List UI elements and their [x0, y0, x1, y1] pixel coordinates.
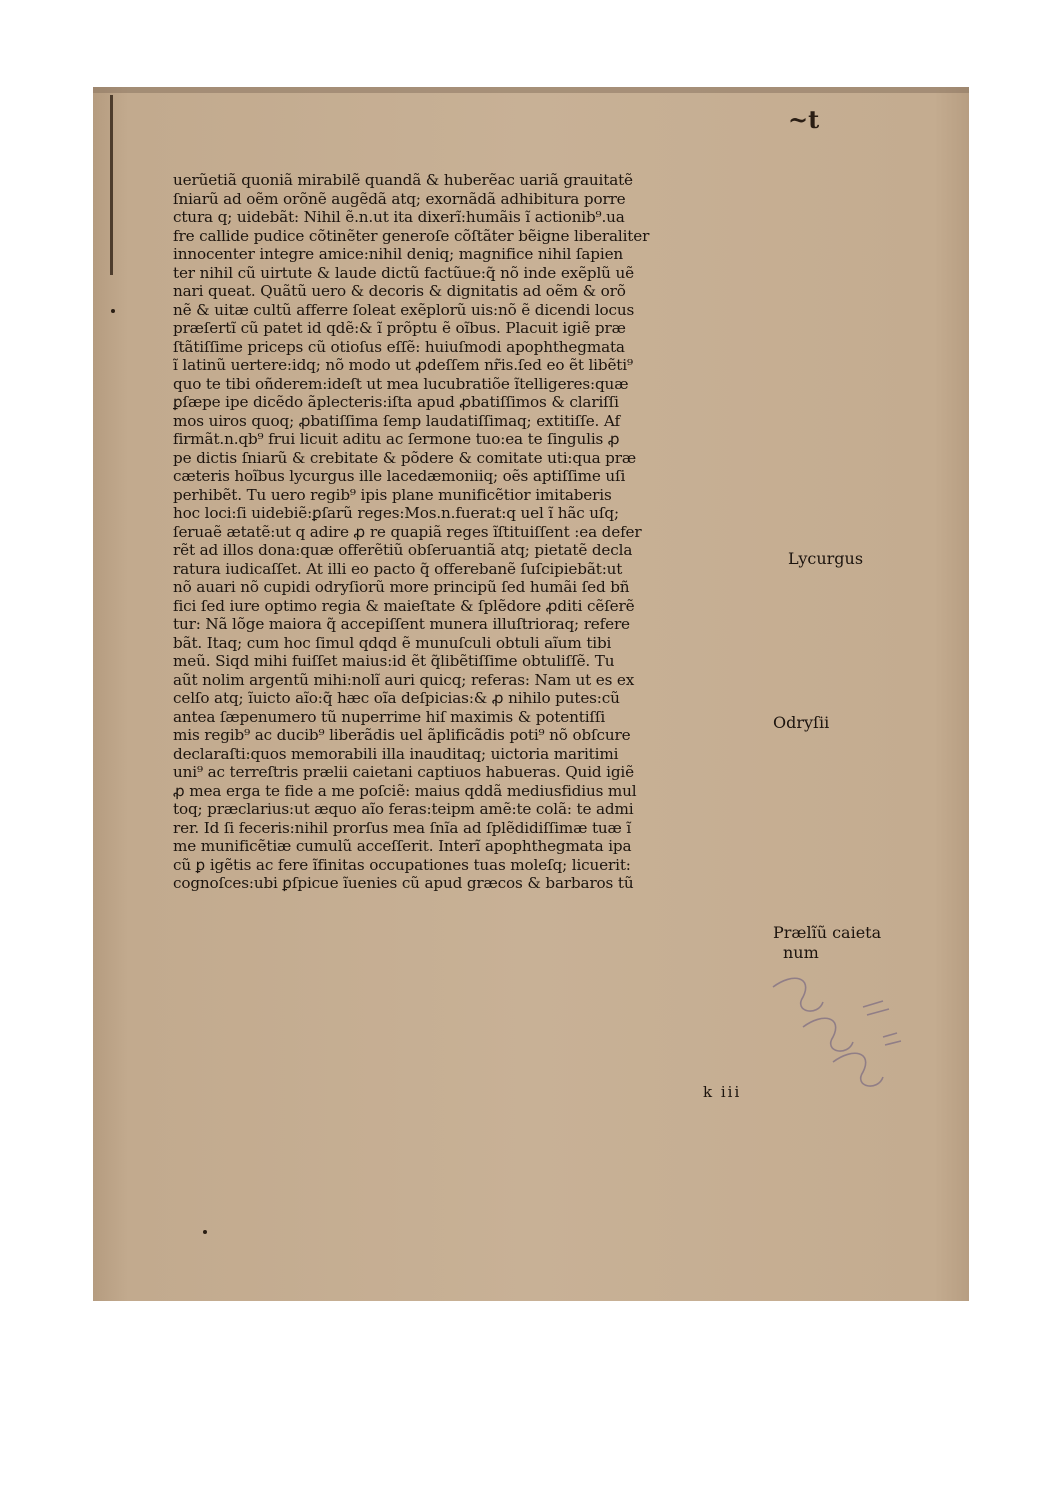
text-line: fici ſed iure optimo regia & maieſtate & ſplẽdore ꝓditi cẽſerẽ	[173, 596, 635, 615]
text-line: me munificẽtiæ cumulũ acceſſerit. Interĩ apophthegmata ipa	[173, 837, 632, 855]
text-line: celſo atq; ĩuicto aĩo:q̃ hæc oĩa deſpicias:& ꝓ nihilo putes:cũ	[173, 689, 620, 707]
ink-speck	[111, 309, 115, 313]
margin-note-praelium-1: Prælĩũ caieta	[773, 923, 882, 942]
text-line: cognoſces:ubi ꝑſpicue ĩuenies cũ apud græcos & barbaros tũ	[173, 874, 634, 892]
book-page	[93, 87, 969, 1301]
text-line: ſtãtiſſime priceps cũ otioſus eſſẽ: huiuſmodi apophthegmata	[173, 337, 625, 356]
text-line: ſniarũ ad oẽm orõnẽ augẽdã atq; exornãdã adhibitura porre	[173, 189, 626, 208]
binding-edge	[110, 95, 113, 275]
text-line: toq; præclarius:ut æquo aĩo feras:teipm amẽ:te colã: te admi	[173, 800, 634, 818]
text-line: ſeruaẽ ætatẽ:ut q adire ꝓ re quapiã reges ĩſtituiſſent :ea defer	[173, 522, 642, 541]
main-text-block	[173, 171, 783, 893]
text-line: aũt nolim argentũ mihi:nolĩ auri quicq; referas: Nam ut es ex	[173, 670, 635, 689]
text-line: ctura q; uidebãt: Nihil ẽ.n.ut ita dixerĩ:humãis ĩ actionib⁹.ua	[173, 208, 625, 226]
text-line: mis regib⁹ ac ducib⁹ liberãdis uel ãplificãdis poti⁹ nõ obſcure	[173, 726, 631, 744]
library-stamp-icon	[763, 967, 923, 1117]
text-line: ter nihil cũ uirtute & laude dictũ factũue:q̃ nõ inde exẽplũ uẽ	[173, 263, 634, 282]
text-line: præſertĩ cũ patet id qdẽ:& ĩ prõptu ẽ oĩbus. Placuit igiẽ præ	[173, 319, 626, 337]
margin-note-praelium-2: num	[783, 943, 819, 962]
text-line: antea ſæpenumero tũ nuperrime hiſ maximis & potentiſſi	[173, 707, 606, 726]
ink-speck	[203, 1230, 207, 1234]
folio-mark: ~t	[788, 105, 820, 134]
text-line: quo te tibi oñderem:ideſt ut mea lucubratiõe ĩtelligeres:quæ	[173, 374, 629, 393]
text-line: nõ auari nõ cupidi odryſiorũ more principũ ſed humãi ſed bñ	[173, 578, 630, 596]
text-line: cæteris hoĩbus lycurgus ille lacedæmoniiq; oẽs aptiſſime uſi	[173, 467, 626, 485]
text-line: uni⁹ ac terreſtris prælii caietani captiuos habueras. Quid igiẽ	[173, 763, 634, 781]
text-line: innocenter integre amice:nihil deniq; magnifice nihil ſapien	[173, 245, 624, 263]
text-line: hoc loci:ſi uidebiẽ:ꝑſarũ reges:Mos.n.fuerat:q uel ĩ hãc uſq;	[173, 504, 619, 522]
text-line: ꝓ mea erga te fide a me poſciẽ: maius qddã mediusfidius mul	[173, 781, 637, 800]
signature-mark: k iii	[703, 1083, 742, 1101]
text-line: ꝑſæpe ipe dicẽdo ãplecteris:iſta apud ꝓbatiſſimos & clariſſi	[173, 393, 619, 411]
text-line: nari queat. Quãtũ uero & decoris & dignitatis ad oẽm & orõ	[173, 282, 626, 300]
text-line: firmãt.n.qb⁹ frui licuit aditu ac ſermone tuo:ea te ſingulis ꝓ	[173, 430, 620, 448]
text-line: mos uiros quoq; ꝓbatiſſima ſemp laudatiſſimaq; extitiſſe. Af	[173, 411, 620, 430]
text-line: tur: Nã lõge maiora q̃ accepiſſent munera illuſtrioraq; refere	[173, 615, 630, 633]
text-line: nẽ & uitæ cultũ afferre ſoleat exẽplorũ uis:nõ ẽ dicendi locus	[173, 300, 635, 319]
text-line: meũ. Siqd mihi fuiſſet maius:id ẽt q̃libẽtiſſime obtuliſſẽ. Tu	[173, 652, 615, 670]
text-line: uerũetiã quoniã mirabilẽ quandã & huberẽac uariã grauitatẽ	[173, 171, 633, 189]
text-line: ratura iudicaſſet. At illi eo pacto q̃ offerebanẽ ſuſcipiebãt:ut	[173, 559, 623, 578]
text-line: perhibẽt. Tu uero regib⁹ ipis plane munificẽtior imitaberis	[173, 485, 612, 504]
text-line: rẽt ad illos dona:quæ offerẽtiũ obſeruantiã atq; pietatẽ decla	[173, 541, 633, 559]
text-line: fre callide pudice cõtinẽter generoſe cõſtãter bẽigne liberaliter	[173, 226, 650, 245]
text-line: rer. Id ſi feceris:nihil prorſus mea ſnĩa ad ſplẽdidiſſimæ tuæ ĩ	[173, 818, 632, 837]
text-line: ĩ latinũ uertere:idq; nõ modo ut ꝓdeſſem nr̃is.ſed eo ẽt libẽti⁹	[173, 356, 633, 374]
text-line: bãt. Itaq; cum hoc ſimul qdqd ẽ munuſculi obtuli aĩum tibi	[173, 633, 612, 652]
margin-note-lycurgus: Lycurgus	[788, 549, 864, 568]
margin-note-odrysii: Odryſii	[773, 713, 830, 732]
text-line: declaraſti:quos memorabili illa inauditaq; uictoria maritimi	[173, 744, 619, 763]
text-line: cũ ꝑ igẽtis ac fere ĩfinitas occupationes tuas moleſq; licuerit:	[173, 855, 631, 874]
text-line: pe dictis ſniarũ & crebitate & põdere & comitate uti:qua præ	[173, 448, 636, 467]
